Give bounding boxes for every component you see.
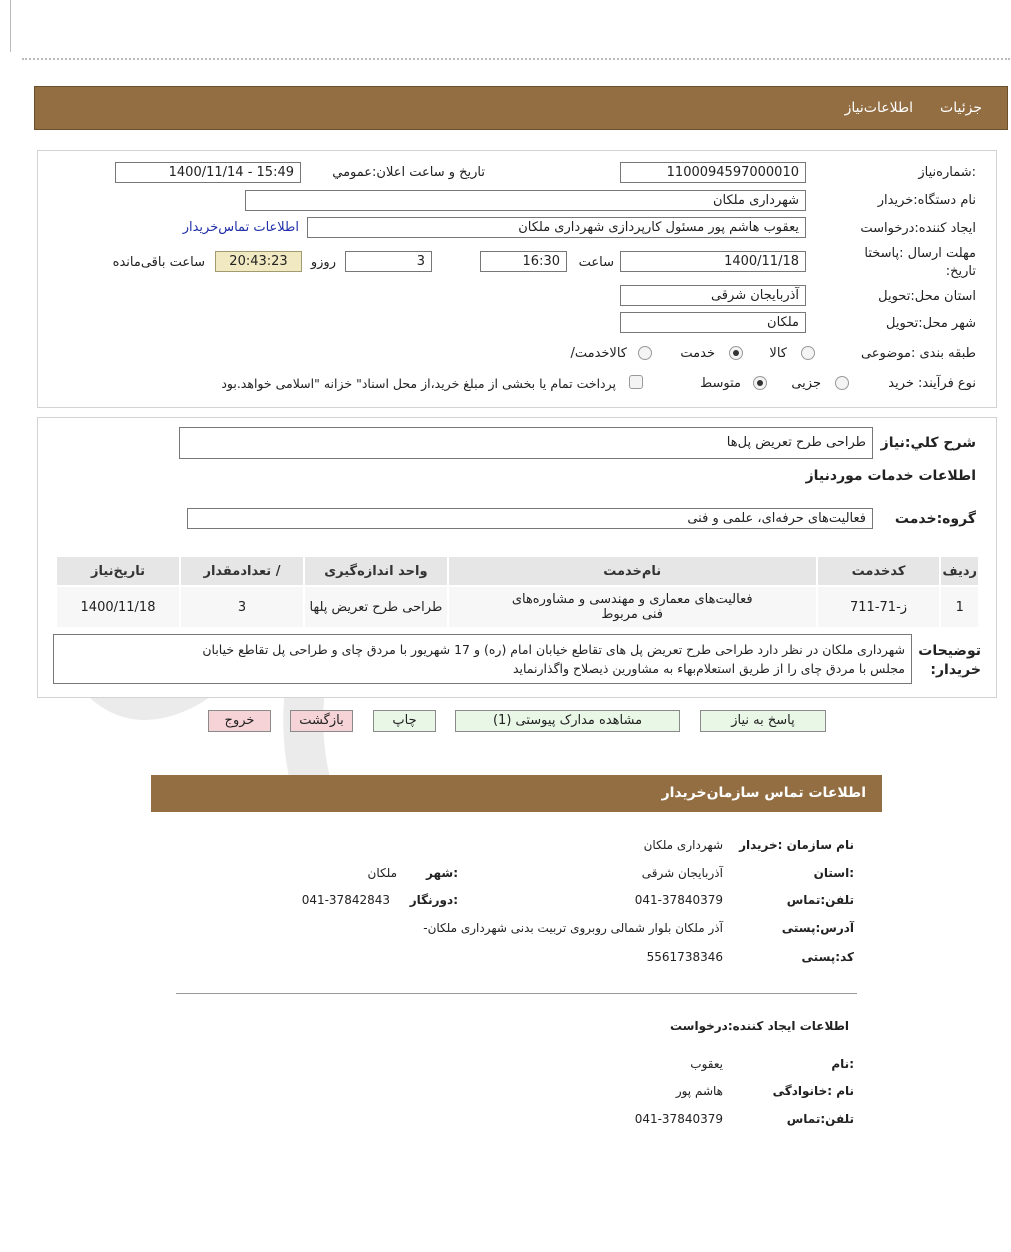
buyer-notes-label-2: :خریدار	[930, 662, 981, 678]
col-row: ردیف	[941, 557, 978, 585]
announce-date-label: تاریخ و ساعت اعلان:عمومي	[332, 165, 485, 180]
days-field: 3	[345, 251, 432, 272]
cell-name-line1: فعالیت‌های معماری و مهندسی و مشاوره‌های	[511, 592, 753, 607]
cell-date: 1400/11/18	[57, 587, 179, 627]
service-group-field: فعالیت‌های حرفه‌ای، علمی و فنی	[187, 508, 873, 529]
treasury-payment-label: پرداخت تمام یا بخشی از مبلغ خرید،از محل اسناد" خزانه "اسلامی خواهد.بود	[221, 376, 616, 391]
back-button[interactable]: بازگشت	[290, 710, 353, 732]
left-border-line	[10, 0, 11, 52]
days-label: روزو	[310, 255, 336, 270]
table-header-row	[57, 557, 978, 585]
need-info-panel	[37, 150, 997, 408]
buyer-notes-label: توضیحات	[918, 643, 981, 659]
contact-address-label: آدرس:پستی	[781, 921, 854, 935]
buyer-label: نام دستگاه:خریدار	[877, 193, 976, 208]
tab-need-info[interactable]: اطلاعات‌نیاز	[844, 100, 913, 116]
need-number-field: 1100094597000010	[620, 162, 806, 183]
province-label: استان محل:تحویل	[878, 289, 976, 304]
contact-address-value: -آذر ملکان بلوار شمالی روبروی تربیت بدنی شهرداری ملکان	[423, 921, 723, 935]
deadline-label-2: :تاریخ	[945, 264, 976, 279]
exit-button[interactable]: خروج	[208, 710, 271, 732]
creator-phone-value: 041-37840379	[634, 1112, 723, 1126]
buyer-contact-link[interactable]: اطلاعات تماس‌خریدار	[182, 220, 299, 235]
creator-family-label: نام :خانوادگی	[772, 1084, 854, 1098]
buyer-notes-line1: شهرداری ملکان در نظر دارد طراحی طرح تعریض پل های تقاطع خیابان امام (ره) و 17 شهریور با مردق چای و طراحی پل تقاطع خیابان	[202, 642, 905, 657]
contact-fax-label: دورنگار:	[409, 893, 458, 907]
creator-label: ایجاد کننده:درخواست	[860, 221, 976, 236]
services-table	[55, 555, 980, 629]
col-code: کدخدمت	[818, 557, 940, 585]
process-minor-radio[interactable]	[835, 376, 849, 390]
need-summary-field: طراحی طرح تعریض پل‌ها	[179, 427, 873, 459]
remaining-time-label: ساعت باقی‌مانده	[112, 255, 205, 270]
col-date: تاریخ‌نیاز	[57, 557, 179, 585]
cell-unit: طراحی طرح تعریض پلها	[305, 587, 447, 627]
creator-name-label: نام:	[831, 1057, 854, 1071]
category-goods-radio[interactable]	[801, 346, 815, 360]
creator-phone-label: تلفن:تماس	[786, 1112, 854, 1126]
need-number-label: شماره‌نیاز:	[918, 165, 976, 180]
province-field: آذربایجان شرقی	[620, 285, 806, 306]
cell-row: 1	[941, 587, 978, 627]
creator-name-value: یعقوب	[690, 1057, 723, 1071]
contact-city-value: ملکان	[367, 866, 397, 880]
contact-section-title: اطلاعات تماس سازمان‌خریدار	[661, 785, 866, 801]
treasury-payment-checkbox[interactable]	[629, 375, 643, 389]
table-row	[57, 587, 978, 627]
services-section-title: اطلاعات خدمات موردنیاز	[805, 468, 976, 484]
need-summary-label: شرح کلي:نیاز	[880, 435, 976, 451]
category-service-label: خدمت	[680, 346, 715, 361]
contact-phone-label: تلفن:تماس	[786, 893, 854, 907]
announce-date-field: 1400/11/14 - 15:49	[115, 162, 301, 183]
contact-province-value: آذربایجان شرقی	[641, 866, 723, 880]
page-header-bar	[34, 86, 1008, 130]
process-medium-radio[interactable]	[753, 376, 767, 390]
service-group-label: گروه:خدمت	[894, 511, 976, 527]
org-name-label: نام سازمان :خریدار	[739, 838, 854, 852]
contact-separator	[176, 993, 857, 994]
process-minor-label: جزیی	[791, 376, 821, 391]
category-both-label: /کالاخدمت	[570, 346, 627, 361]
deadline-label: مهلت ارسال :پاسختا	[864, 246, 976, 261]
city-label: شهر محل:تحویل	[886, 316, 976, 331]
deadline-date-field: 1400/11/18	[620, 251, 806, 272]
print-button[interactable]: چاپ	[373, 710, 436, 732]
cell-name	[449, 587, 816, 627]
contact-province-label: استان:	[813, 866, 854, 880]
view-attachments-button[interactable]: مشاهده مدارک پیوستی (1)	[455, 710, 680, 732]
city-field: ملکان	[620, 312, 806, 333]
process-type-label: نوع فرآیند: خرید	[888, 376, 976, 391]
creator-field: یعقوب هاشم پور مسئول کارپردازی شهرداری ملکان	[307, 217, 806, 238]
remaining-time-field: 20:43:23	[215, 251, 302, 272]
cell-qty: 3	[181, 587, 303, 627]
category-both-radio[interactable]	[638, 346, 652, 360]
contact-postal-label: کد:پستی	[801, 950, 854, 964]
category-label: طبقه بندی :موضوعی	[860, 346, 976, 361]
contact-phone-value: 041-37840379	[634, 893, 723, 907]
col-unit: واحد اندازه‌گیری	[305, 557, 447, 585]
process-medium-label: متوسط	[700, 376, 741, 391]
category-service-radio[interactable]	[729, 346, 743, 360]
contact-section-bar	[151, 775, 882, 812]
category-goods-label: کالا	[769, 346, 787, 361]
contact-fax-value: 041-37842843	[301, 893, 390, 907]
contact-postal-value: 5561738346	[646, 950, 723, 964]
creator-family-value: هاشم پور	[675, 1084, 723, 1098]
org-name-value: شهرداری ملکان	[643, 838, 723, 852]
col-qty: / تعدادمقدار	[181, 557, 303, 585]
contact-city-label: شهر:	[426, 866, 458, 880]
dotted-divider	[22, 58, 1010, 60]
cell-code: ز-71-711	[818, 587, 940, 627]
buyer-notes-line2: مجلس با مردق چای را از طریق استعلام‌بهاء به مشاورین ذیصلاح واگذارنماید	[512, 661, 905, 676]
reply-button[interactable]: پاسخ به نیاز	[700, 710, 826, 732]
creator-info-title: اطلاعات ایجاد کننده:درخواست	[669, 1019, 849, 1033]
tab-details[interactable]: جزئیات	[940, 100, 982, 116]
deadline-hour-label: ساعت	[578, 255, 614, 270]
deadline-hour-field: 16:30	[480, 251, 567, 272]
col-name: نام‌خدمت	[449, 557, 816, 585]
cell-name-line2: فنی مربوط	[601, 607, 663, 622]
buyer-notes-field	[53, 634, 912, 684]
buyer-field: شهرداری ملکان	[245, 190, 806, 211]
